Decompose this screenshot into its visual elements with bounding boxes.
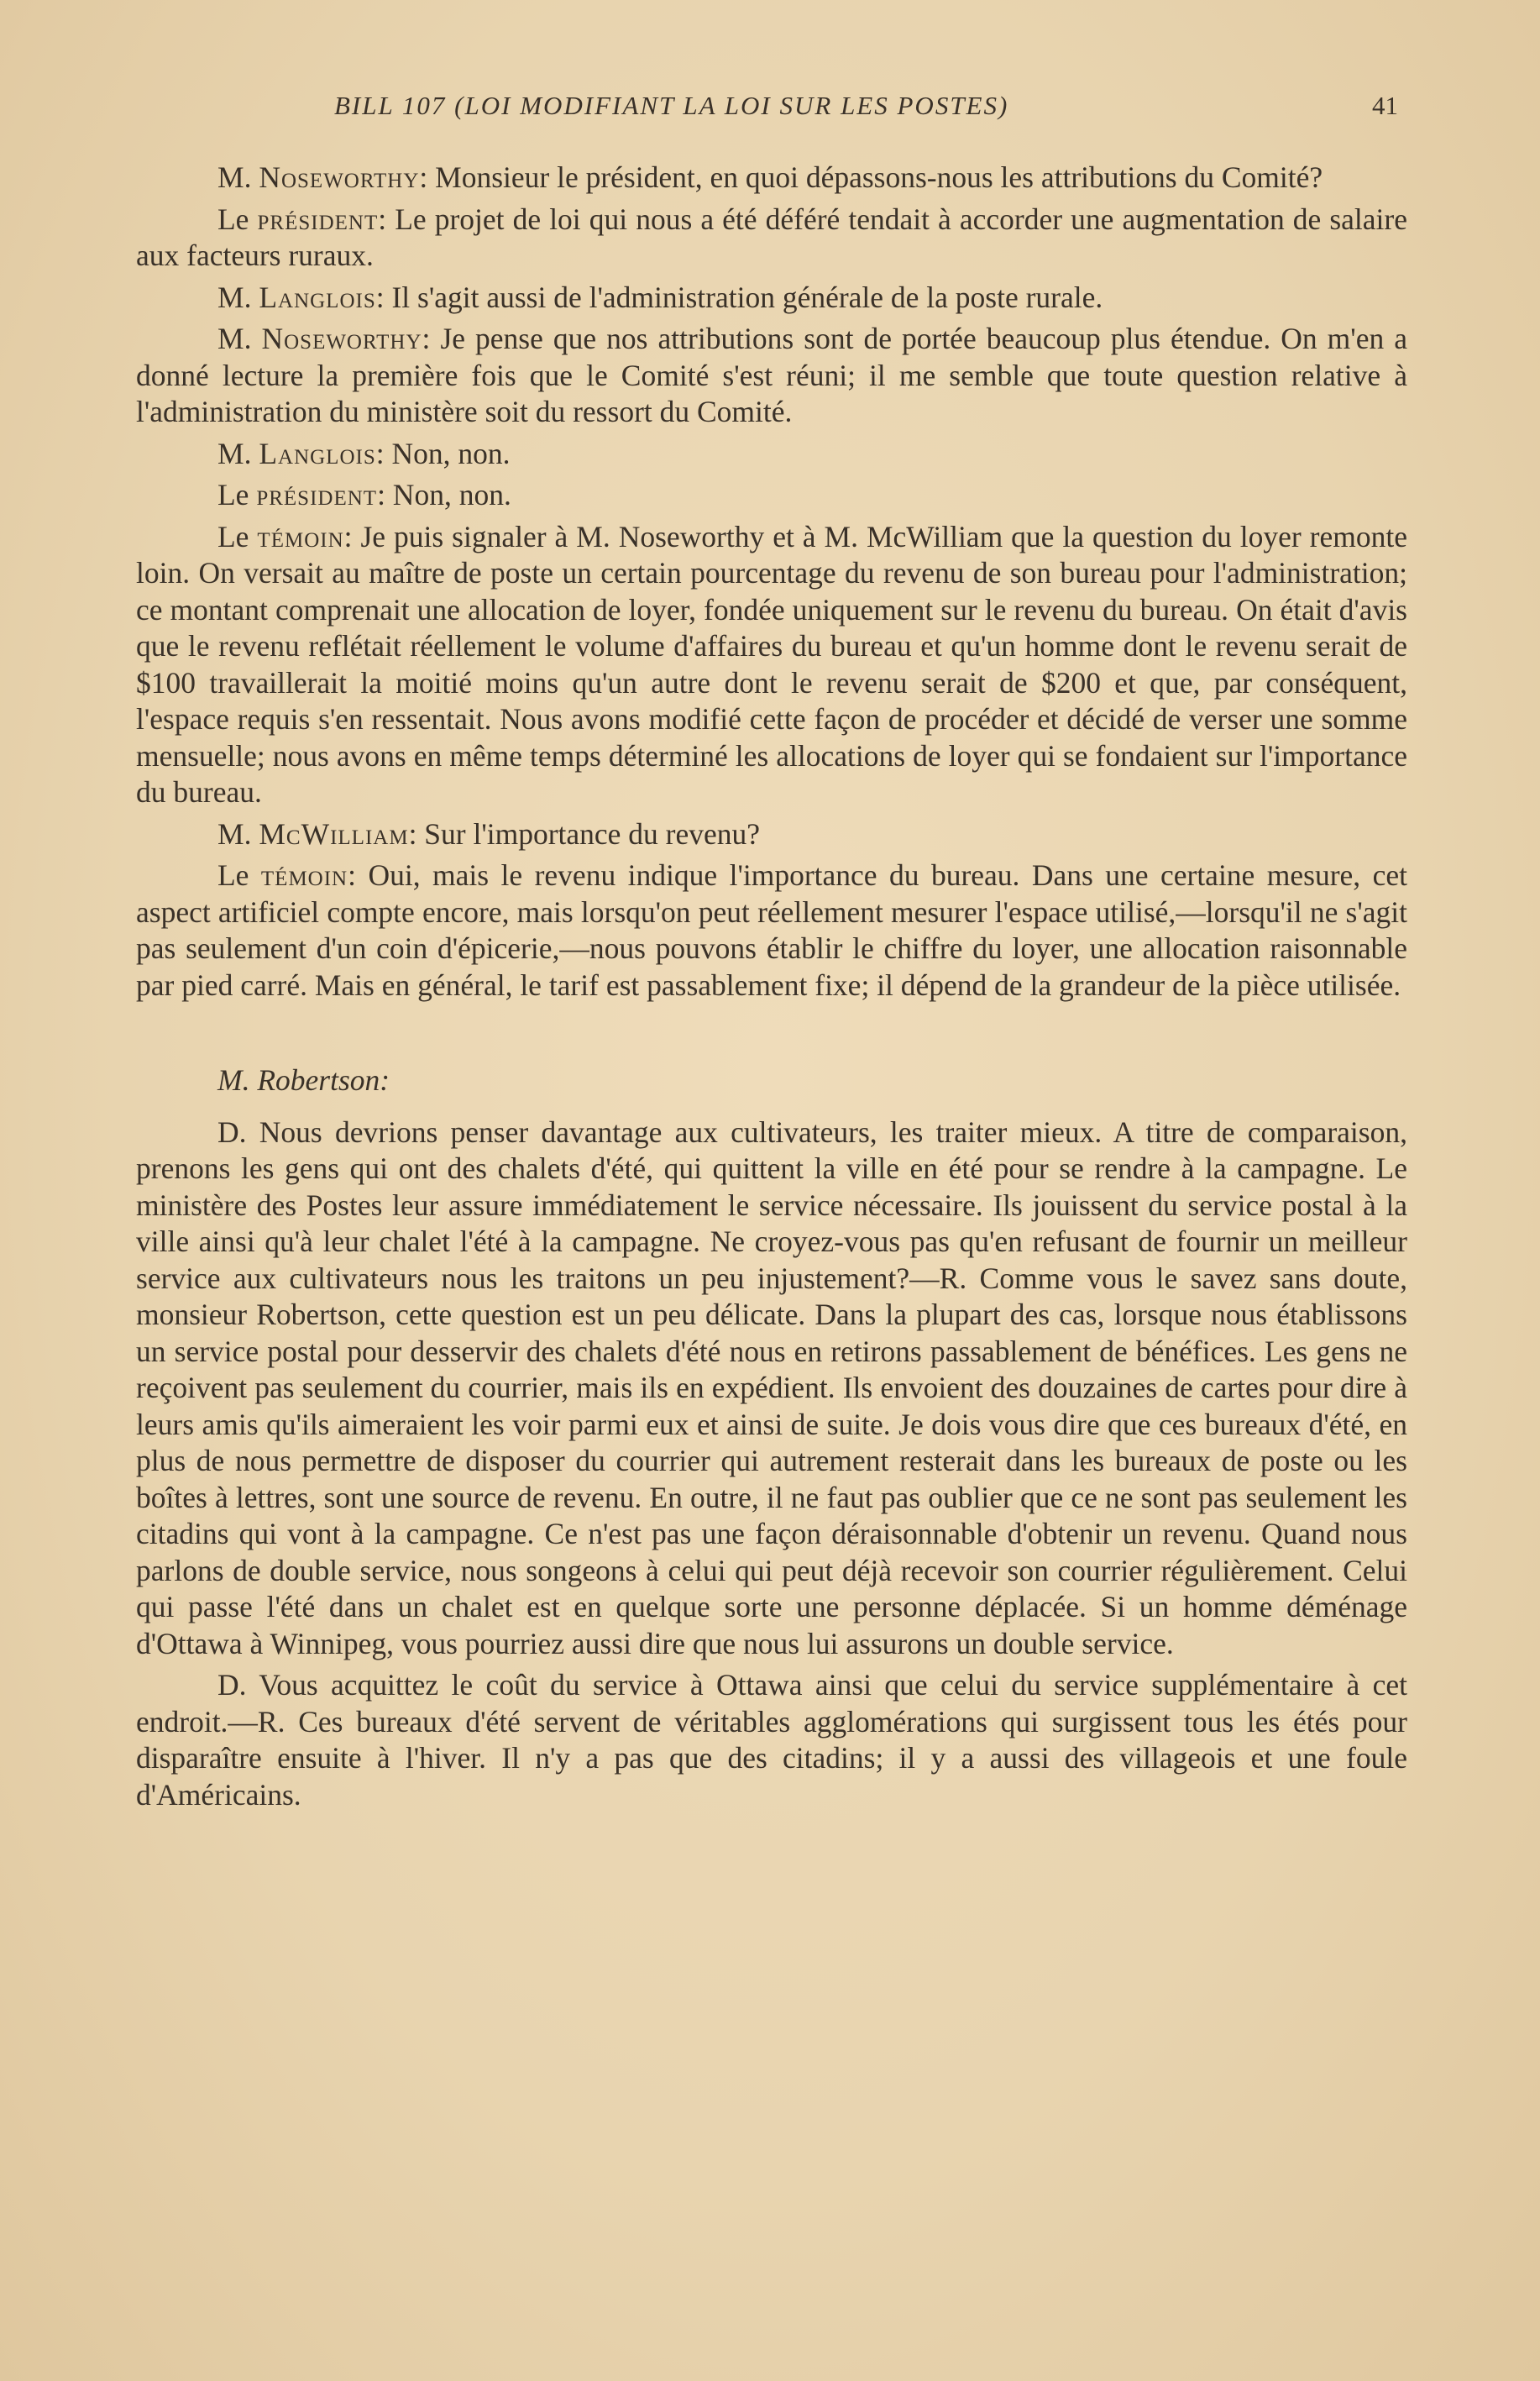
page-header — [0, 91, 1540, 133]
dialogue-paragraph: M. Langlois: Il s'agit aussi de l'administration générale de la poste rurale. — [217, 280, 1103, 314]
speaker-name: Langlois — [259, 436, 376, 470]
speaker-name: Langlois — [259, 280, 376, 314]
page-number: 41 — [1372, 91, 1398, 120]
dialogue-paragraph: Le témoin: Je puis signaler à M. Noseworthy et à M. McWilliam que la question du loyer remonte loin. On versait au maître de poste un certain pourcentage du revenu de son bureau pour l'administration; ce montant comprenait une allocation de loyer, fondée uniquement sur le revenu du bureau. On était d'avis que le revenu reflétait réellement le volume d'affaires du bureau et qu'un homme dont le revenu serait de $100 travaillerait la moitié moins qu'un autre dont le revenu serait de $200 et que, par conséquent, l'espace requis s'en ressentait. Nous avons modifié cette façon de procéder et décidé de verser une somme mensuelle; nous avons en même temps déterminé les allocations de loyer qui se fondaient sur l'importance du bureau. — [136, 519, 1407, 809]
dialogue-paragraph: M. McWilliam: Sur l'importance du revenu? — [217, 816, 761, 851]
speaker-name: Noseworthy — [261, 322, 422, 355]
dialogue-paragraph: Le président: Non, non. — [217, 478, 511, 511]
dialogue-paragraph: M. Noseworthy: Je pense que nos attributions sont de portée beaucoup plus étendue. On m'en a donné lecture la première fois que le Comité s'est réuni; il me semble que toute question relative à l'administration du ministère soit du ressort du Comité. — [136, 322, 1407, 428]
page-body — [136, 160, 1407, 1818]
dialogue-paragraph: M. Noseworthy: Monsieur le président, en quoi dépassons-nous les attributions du Comité? — [217, 160, 1323, 194]
question-answer-paragraph: D. Nous devrions penser davantage aux cultivateurs, les traiter mieux. A titre de comparaison, prenons les gens qui ont des chalets d'été, qui quittent la ville en été pour se rendre à la campagne. Le ministère des Postes leur assure immédiatement le service nécessaire. Ils jouissent du service postal à la ville ainsi qu'à leur chalet l'été à la campagne. Ne croyez-vous pas qu'en refusant de fournir un meilleur service aux cultivateurs nous les traitons un peu injustement?—R. Comme vous le savez sans doute, monsieur Robertson, cette question est un peu délicate. Dans la plupart des cas, lorsque nous établissons un service postal pour desservir des chalets d'été nous en retirons passablement de bénéfices. Les gens ne reçoivent pas seulement du courrier, mais ils en expédient. Ils envoient des douzaines de cartes pour dire à leurs amis qu'ils aimeraient les voir parmi eux et ainsi de suite. Je dois vous dire que ces bureaux d'été, en plus de nous permettre de disposer du courrier qui autrement resterait dans les bureaux de poste ou les boîtes à lettres, sont une source de revenu. En outre, il ne faut pas oublier que ce ne sont pas seulement les citadins qui vont à la campagne. Ce n'est pas une façon déraisonnable d'obtenir un revenu. Quand nous parlons de double service, nous songeons à celui qui peut déjà recevoir son courrier régulièrement. Celui qui passe l'été dans un chalet est en quelque sorte une personne déplacée. Si un homme déménage d'Ottawa à Winnipeg, vous pourriez aussi dire que nous lui assurons un double service. — [136, 1114, 1407, 1660]
question-answer-paragraph: D. Vous acquittez le coût du service à Ottawa ainsi que celui du service supplémentaire à cet endroit.—R. Ces bureaux d'été servent de véritables agglomérations qui surgissent tous les étés pour disparaître ensuite à l'hiver. Il n'y a pas que des citadins; il y a aussi des villageois et une foule d'Américains. — [136, 1668, 1407, 1812]
section-heading: M. Robertson: — [217, 1063, 390, 1097]
speaker-name: témoin — [260, 858, 348, 892]
dialogue-paragraph: Le président: Le projet de loi qui nous a été déféré tendait à accorder une augmentation de salaire aux facteurs ruraux. — [136, 202, 1407, 272]
running-head: BILL 107 (LOI MODIFIANT LA LOI SUR LES POSTES) — [334, 91, 1009, 120]
speaker-name: président — [257, 202, 379, 236]
speaker-name: témoin — [257, 519, 344, 553]
speaker-name: Noseworthy — [259, 160, 420, 194]
speaker-name: président — [256, 478, 378, 511]
speaker-name: McWilliam — [259, 816, 409, 851]
dialogue-paragraph: M. Langlois: Non, non. — [217, 436, 511, 470]
dialogue-paragraph: Le témoin: Oui, mais le revenu indique l'importance du bureau. Dans une certaine mesure, cet aspect artificiel compte encore, mais lorsqu'on peut réellement mesurer l'espace utilisé,—lorsqu'il ne s'agit pas seulement d'un coin d'épicerie,—nous pouvons établir le chiffre du loyer, une allocation raisonnable par pied carré. Mais en général, le tarif est passablement fixe; il dépend de la grandeur de la pièce utilisée. — [136, 858, 1407, 1002]
